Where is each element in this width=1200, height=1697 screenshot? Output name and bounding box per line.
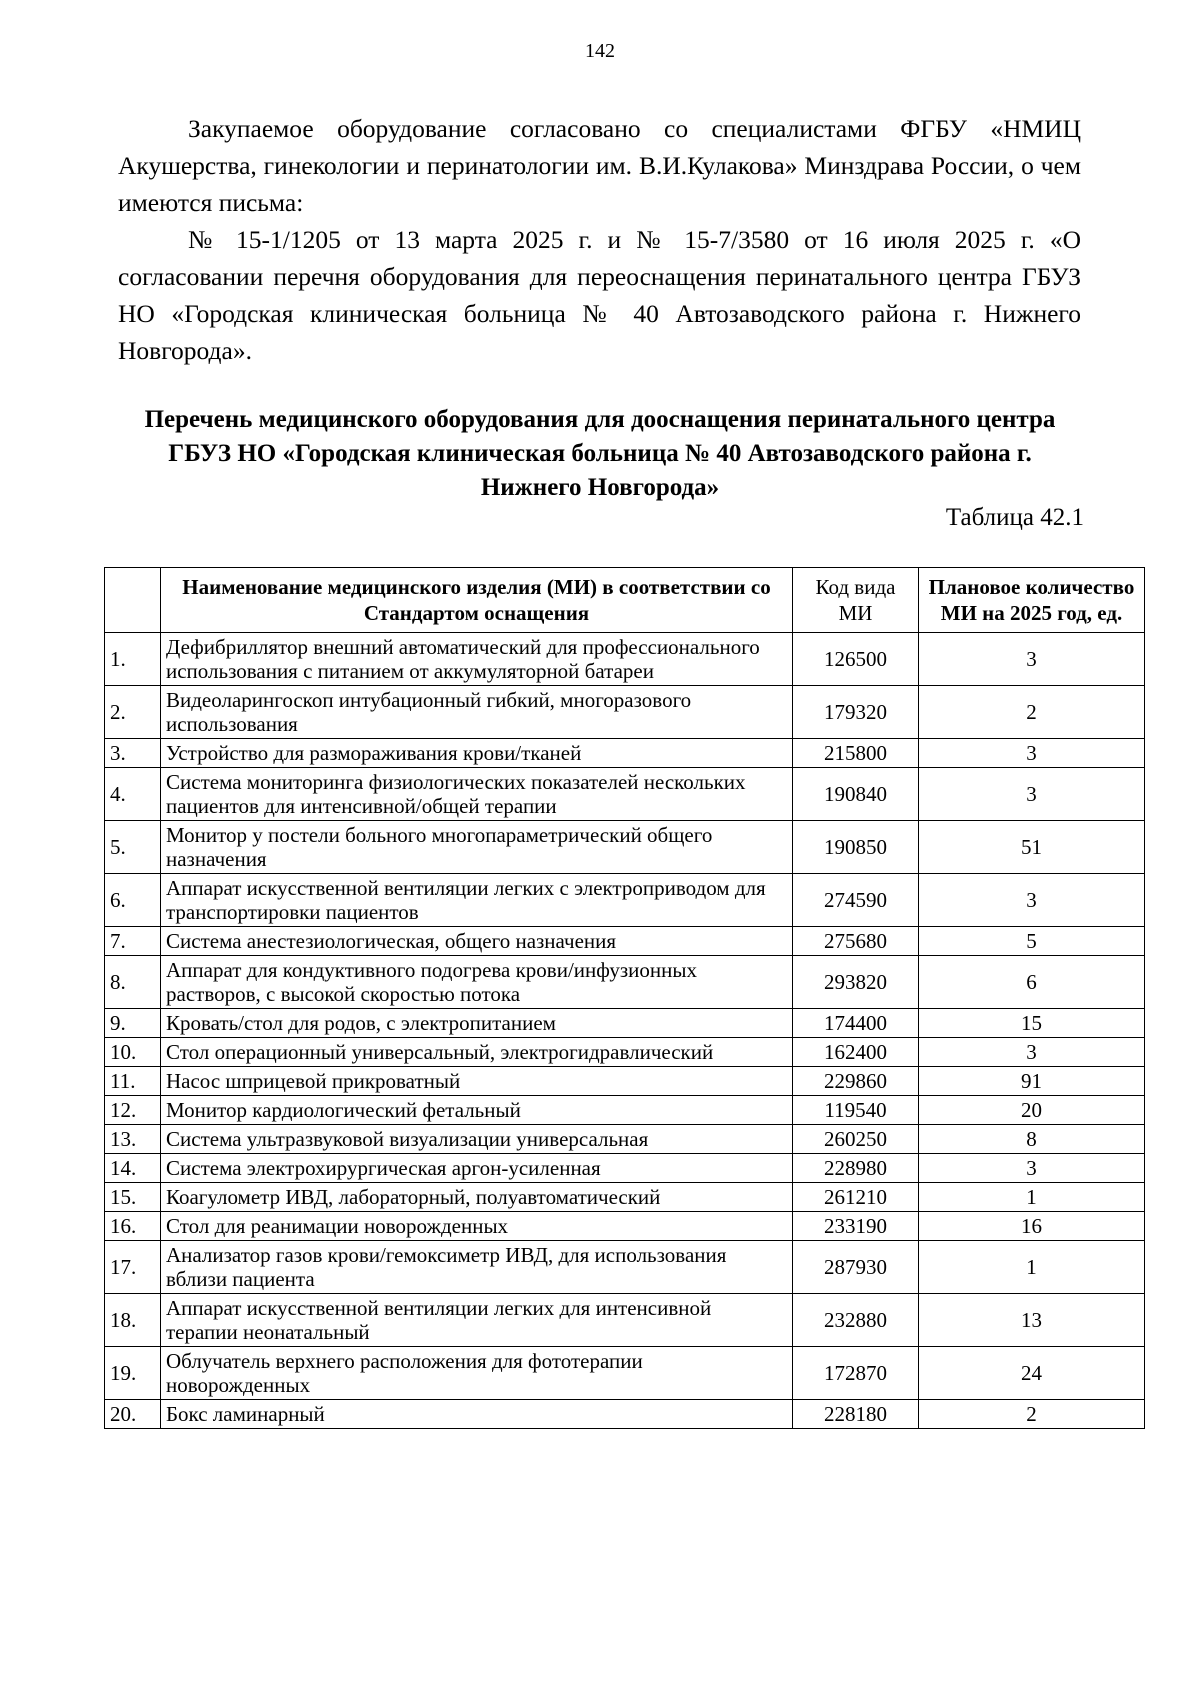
- table-body: [105, 633, 1145, 1429]
- item-code: 162400: [793, 1038, 919, 1067]
- row-number: 5.: [105, 821, 161, 874]
- item-quantity: 15: [919, 1009, 1145, 1038]
- row-number: 17.: [105, 1241, 161, 1294]
- item-name: Бокс ламинарный: [161, 1400, 793, 1429]
- item-code: 260250: [793, 1125, 919, 1154]
- item-code: 287930: [793, 1241, 919, 1294]
- intro-text: [118, 110, 1081, 369]
- row-number: 1.: [105, 633, 161, 686]
- item-code: 174400: [793, 1009, 919, 1038]
- item-code: 261210: [793, 1183, 919, 1212]
- table-row: [105, 1294, 1145, 1347]
- item-quantity: 3: [919, 874, 1145, 927]
- item-name: Коагулометр ИВД, лабораторный, полуавтоматический: [161, 1183, 793, 1212]
- table-header-row: [105, 568, 1145, 633]
- document-title: Перечень медицинского оборудования для дооснащения перинатального центра ГБУЗ НО «Городская клиническая больница № 40 Автозаводского района г. Нижнего Новгорода»: [144, 406, 1056, 501]
- item-code: 119540: [793, 1096, 919, 1125]
- table-row: [105, 1096, 1145, 1125]
- item-name: Облучатель верхнего расположения для фототерапии новорожденных: [161, 1347, 793, 1400]
- item-name: Насос шприцевой прикроватный: [161, 1067, 793, 1096]
- row-number: 10.: [105, 1038, 161, 1067]
- item-name: Анализатор газов крови/гемоксиметр ИВД, для использования вблизи пациента: [161, 1241, 793, 1294]
- table-caption: Таблица 42.1: [945, 504, 1084, 531]
- item-quantity: 13: [919, 1294, 1145, 1347]
- item-name: Аппарат для кондуктивного подогрева крови/инфузионных растворов, с высокой скоростью потока: [161, 956, 793, 1009]
- item-quantity: 5: [919, 927, 1145, 956]
- row-number: 11.: [105, 1067, 161, 1096]
- table-row: [105, 768, 1145, 821]
- header-name: Наименование медицинского изделия (МИ) в соответствии со Стандартом оснащения: [161, 568, 793, 633]
- item-quantity: 91: [919, 1067, 1145, 1096]
- item-code: 232880: [793, 1294, 919, 1347]
- row-number: 7.: [105, 927, 161, 956]
- item-name: Кровать/стол для родов, с электропитанием: [161, 1009, 793, 1038]
- table-row: [105, 1400, 1145, 1429]
- table-row: [105, 1347, 1145, 1400]
- row-number: 13.: [105, 1125, 161, 1154]
- table-row: [105, 927, 1145, 956]
- item-code: 293820: [793, 956, 919, 1009]
- table-row: [105, 633, 1145, 686]
- table-row: [105, 739, 1145, 768]
- item-name: Дефибриллятор внешний автоматический для профессионального использования с питанием от аккумуляторной батареи: [161, 633, 793, 686]
- item-code: 233190: [793, 1212, 919, 1241]
- item-code: 179320: [793, 686, 919, 739]
- item-quantity: 3: [919, 739, 1145, 768]
- page-number: 142: [585, 40, 615, 62]
- table-row: [105, 1009, 1145, 1038]
- item-code: 215800: [793, 739, 919, 768]
- item-quantity: 16: [919, 1212, 1145, 1241]
- table-row: [105, 1241, 1145, 1294]
- header-qty: Плановое количество МИ на 2025 год, ед.: [919, 568, 1145, 633]
- row-number: 18.: [105, 1294, 161, 1347]
- item-code: 126500: [793, 633, 919, 686]
- intro-paragraph-1: Закупаемое оборудование согласовано со специалистами ФГБУ «НМИЦ Акушерства, гинекологии и перинатологии им. В.И.Кулакова» Минздрава России, о чем имеются письма:: [118, 114, 1081, 217]
- row-number: 3.: [105, 739, 161, 768]
- table-row: [105, 1038, 1145, 1067]
- row-number: 14.: [105, 1154, 161, 1183]
- item-quantity: 8: [919, 1125, 1145, 1154]
- item-name: Система электрохирургическая аргон-усиленная: [161, 1154, 793, 1183]
- item-quantity: 3: [919, 1038, 1145, 1067]
- item-code: 190840: [793, 768, 919, 821]
- item-quantity: 20: [919, 1096, 1145, 1125]
- item-quantity: 2: [919, 1400, 1145, 1429]
- row-number: 20.: [105, 1400, 161, 1429]
- row-number: 6.: [105, 874, 161, 927]
- table-row: [105, 1154, 1145, 1183]
- item-name: Устройство для размораживания крови/тканей: [161, 739, 793, 768]
- equipment-table: [104, 567, 1145, 1429]
- item-name: Аппарат искусственной вентиляции легких для интенсивной терапии неонатальный: [161, 1294, 793, 1347]
- item-name: Стол операционный универсальный, электрогидравлический: [161, 1038, 793, 1067]
- row-number: 19.: [105, 1347, 161, 1400]
- item-quantity: 3: [919, 633, 1145, 686]
- row-number: 4.: [105, 768, 161, 821]
- row-number: 8.: [105, 956, 161, 1009]
- item-name: Стол для реанимации новорожденных: [161, 1212, 793, 1241]
- item-quantity: 1: [919, 1241, 1145, 1294]
- intro-paragraph-2: № 15-1/1205 от 13 марта 2025 г. и № 15-7/3580 от 16 июля 2025 г. «О согласовании перечня оборудования для переоснащения перинатального центра ГБУЗ НО «Городская клиническая больница № 40 Автозаводского района г. Нижнего Новгорода».: [118, 225, 1081, 365]
- item-code: 275680: [793, 927, 919, 956]
- item-code: 228180: [793, 1400, 919, 1429]
- item-quantity: 51: [919, 821, 1145, 874]
- table-row: [105, 1183, 1145, 1212]
- row-number: 2.: [105, 686, 161, 739]
- row-number: 12.: [105, 1096, 161, 1125]
- item-code: 190850: [793, 821, 919, 874]
- item-code: 172870: [793, 1347, 919, 1400]
- item-code: 228980: [793, 1154, 919, 1183]
- item-name: Аппарат искусственной вентиляции легких с электроприводом для транспортировки пациентов: [161, 874, 793, 927]
- item-code: 274590: [793, 874, 919, 927]
- item-quantity: 2: [919, 686, 1145, 739]
- item-quantity: 6: [919, 956, 1145, 1009]
- item-code: 229860: [793, 1067, 919, 1096]
- table-row: [105, 686, 1145, 739]
- row-number: 9.: [105, 1009, 161, 1038]
- item-quantity: 1: [919, 1183, 1145, 1212]
- table-row: [105, 1125, 1145, 1154]
- item-quantity: 24: [919, 1347, 1145, 1400]
- row-number: 15.: [105, 1183, 161, 1212]
- item-quantity: 3: [919, 768, 1145, 821]
- item-name: Монитор у постели больного многопараметрический общего назначения: [161, 821, 793, 874]
- item-name: Монитор кардиологический фетальный: [161, 1096, 793, 1125]
- header-code: Код вида МИ: [793, 568, 919, 633]
- item-name: Система ультразвуковой визуализации универсальная: [161, 1125, 793, 1154]
- header-num: [105, 568, 161, 633]
- item-name: Видеоларингоскоп интубационный гибкий, многоразового использования: [161, 686, 793, 739]
- table-row: [105, 956, 1145, 1009]
- row-number: 16.: [105, 1212, 161, 1241]
- table-row: [105, 1212, 1145, 1241]
- table-row: [105, 1067, 1145, 1096]
- item-name: Система анестезиологическая, общего назначения: [161, 927, 793, 956]
- table-row: [105, 874, 1145, 927]
- table-row: [105, 821, 1145, 874]
- item-quantity: 3: [919, 1154, 1145, 1183]
- item-name: Система мониторинга физиологических показателей нескольких пациентов для интенсивной/общей терапии: [161, 768, 793, 821]
